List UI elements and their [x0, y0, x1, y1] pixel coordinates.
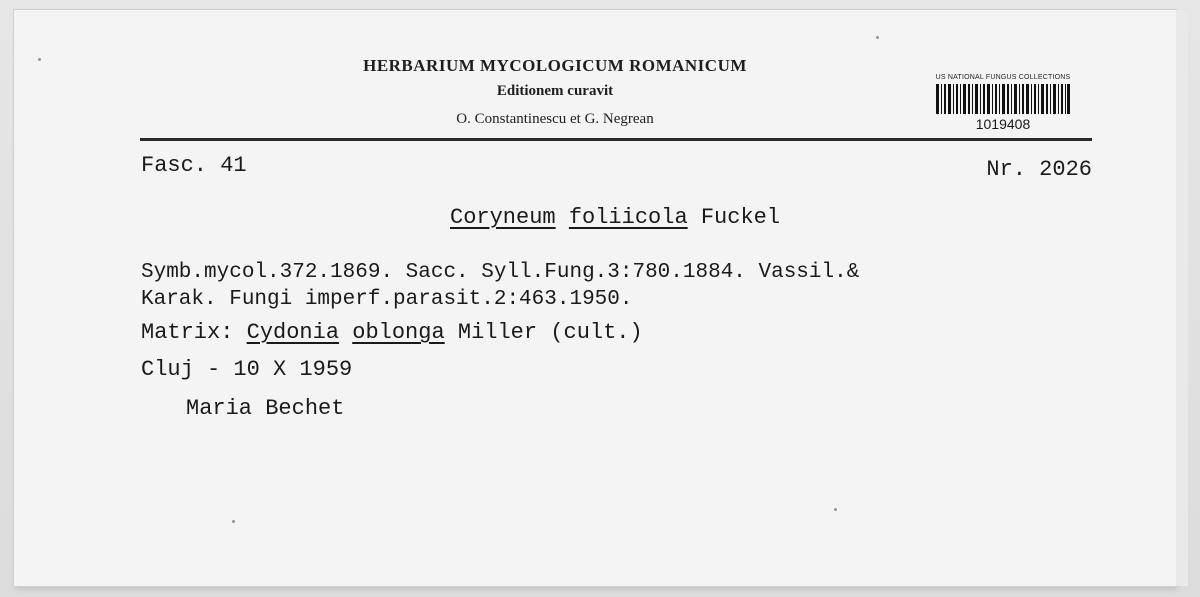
editor-line: Editionem curavit	[496, 83, 614, 99]
literature-references	[141, 259, 859, 313]
host-genus: Cydonia	[246, 320, 340, 345]
herbarium-title: HERBARIUM MYCOLOGICUM ROMANICUM	[363, 56, 747, 75]
locality-date: Cluj - 10 X 1959	[141, 357, 353, 382]
header-rule	[140, 138, 1092, 141]
matrix-label: Matrix:	[141, 320, 234, 345]
species-name	[450, 205, 780, 230]
reference-line: Karak. Fungi imperf.parasit.2:463.1950.	[141, 288, 633, 311]
host-author: Miller (cult.)	[457, 320, 643, 345]
paper-speck	[232, 520, 235, 523]
barcode-number: 1019408	[975, 116, 1031, 132]
species-epithet: foliicola	[568, 205, 688, 230]
fascicle-label: Fasc. 41	[141, 153, 247, 178]
editors-names: O. Constantinescu et G. Negrean	[456, 111, 654, 127]
barcode-icon	[936, 84, 1070, 114]
barcode-block	[930, 74, 1076, 132]
paper-speck	[38, 58, 41, 61]
specimen-number: Nr. 2026	[986, 157, 1092, 182]
collector-name: Maria Bechet	[186, 396, 345, 421]
reference-line: Symb.mycol.372.1869. Sacc. Syll.Fung.3:780.1884. Vassil.&	[141, 261, 860, 284]
paper-speck	[876, 36, 879, 39]
herbarium-label	[14, 10, 1176, 586]
species-genus: Coryneum	[450, 205, 556, 230]
host-epithet: oblonga	[352, 320, 445, 345]
barcode-collection-name: US NATIONAL FUNGUS COLLECTIONS	[935, 74, 1071, 81]
label-edge	[1176, 10, 1188, 586]
paper-speck	[834, 508, 837, 511]
species-author: Fuckel	[700, 205, 781, 230]
matrix-line	[141, 320, 643, 345]
